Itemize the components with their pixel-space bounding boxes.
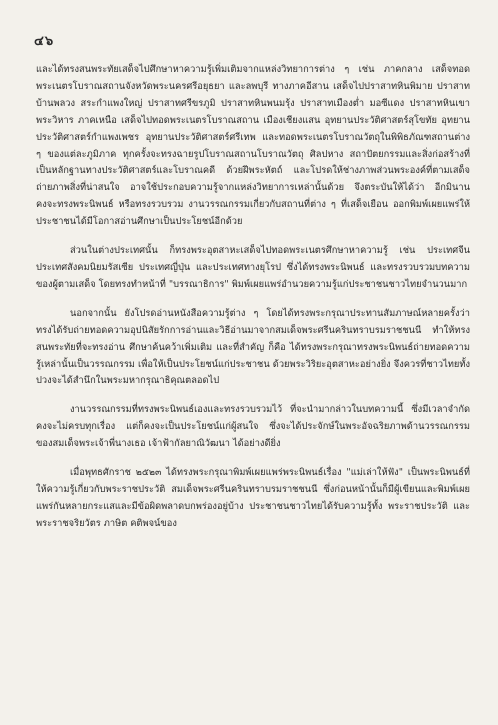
paragraph-5: เมื่อพุทธศักราช ๒๕๒๓ ได้ทรงพระกรุณาพิมพ์เผยแพร่พระนิพนธ์เรื่อง "แม่เล่าให้ฟัง" เป็นพระนิพนธ์ที่ให้ความรู้เกี่ยวกับพระราชประวัติ สมเด็จพระศรีนครินทราบรมราชชนนี ซึ่งก่อนหน้านั้นก็มีผู้เขียนและพิมพ์เผยแพร่กันหลายกระแสและมีข้อผิดพลาดบกพร่องอยู่บ้าง ประชาชนชาวไทยได้รับความรู้ทั้ง พระราชประวัติ และพระราชจริยวัตร ภาษิต คติพจน์ของ — [36, 467, 470, 529]
document-body — [36, 62, 470, 533]
paragraph-4: งานวรรณกรรมที่ทรงพระนิพนธ์เองและทรงรวบรวมไว้ ที่จะนำมากล่าวในบทความนี้ ซึ่งมีเวลาจำกัด คงจะไม่ครบทุกเรื่อง แต่ก็คงจะเป็นประโยชน์แก่ผู้สนใจ ซึ่งจะได้ประจักษ์ในพระอัจฉริยภาพด้านวรรณกรรมของสมเด็จพระเจ้าพี่นางเธอ เจ้าฟ้ากัลยาณิวัฒนา ได้อย่างดียิ่ง — [36, 404, 470, 450]
paragraph-1: และได้ทรงสนพระทัยเสด็จไปศึกษาหาความรู้เพิ่มเติมจากแหล่งวิทยาการต่าง ๆ เช่น ภาคกลาง เสด็จทอดพระเนตรโบราณสถานจังหวัดพระนครศรีอยุธยา และลพบุรี ทางภาคอีสาน เสด็จไปปราสาทหินพิมาย ปราสาทบ้านพลวง สระกำแพงใหญ่ ปราสาทศรีขรภูมิ ปราสาทหินพนมรุ้ง ปราสาทเมืองต่ำ มอซีแดง ปราสาทหินเขาพระวิหาร ภาคเหนือ เสด็จไปทอดพระเนตรโบราณสถาน เมืองเชียงแสน อุทยานประวัติศาสตร์สุโขทัย อุทยานประวัติศาสตร์กำแพงเพชร อุทยานประวัติศาสตร์ศรีเทพ และทอดพระเนตรโบราณวัตถุในพิพิธภัณฑสถานต่าง ๆ ของแต่ละภูมิภาค ทุกครั้งจะทรงฉายรูปโบราณสถานโบราณวัตถุ ศิลปหาง สถาปัตยกรรมและสิ่งก่อสร้างที่เป็นหลักฐานทางประวัติศาสตร์และโบราณคดี ด้วยฝีพระหัตถ์ และโปรดให้ช่างภาพส่วนพระองค์ที่ตามเสด็จ ถ่ายภาพสิ่งที่น่าสนใจ อาจใช้ประกอบความรู้จากแหล่งวิทยาการเหล่านั้นด้วย จึงตระบันให้ได้ว่า อีกมินาน คงจะทรงพระนิพนธ์ หรือทรงรวบรวม งานวรรณกรรมเกี่ยวกับสถานที่ต่าง ๆ ที่เสด็จเยือน ออกพิมพ์เผยแพร่ให้ประชาชนได้มีโอกาสอ่านศึกษาเป็นประโยชน์อีกด้วย — [36, 64, 470, 228]
page-number: ๔๖ — [34, 34, 55, 49]
paragraph-2: ส่วนในต่างประเทศนั้น ก็ทรงพระอุตสาหะเสด็จไปทอดพระเนตรศึกษาหาความรู้ เช่น ประเทศจีน ประเทศสังคมนิยมรัสเซีย ประเทศญี่ปุ่น และประเทศทางยุโรป ซึ่งได้ทรงพระนิพนธ์ และทรงรวบรวมบทความของผู้ตามเสด็จ โดยทรงทำหน้าที่ "บรรณาธิการ" พิมพ์เผยแพร่อำนวยความรู้แก่ประชาชนชาวไทยจำนวนมาก — [36, 245, 470, 290]
paragraph-3: นอกจากนั้น ยังโปรดอ่านหนังสือความรู้ต่าง ๆ โดยได้ทรงพระกรุณาประทานสัมภาษณ์หลายครั้งว่า ทรงได้รับถ่ายทอดความอุปนิสัยรักการอ่านและวิธีอ่านมาจากสมเด็จพระศรีนครินทราบรมราชชนนี ทำให้ทรงสนพระทัยที่จะทรงอ่าน ศึกษาค้นคว้าเพิ่มเติม และที่สำคัญ ก็คือ ได้ทรงพระกรุณาทรงพระนิพนธ์ถ่ายทอดความรู้เหล่านั้นเป็นวรรณกรรม เพื่อให้เป็นประโยชน์แก่ประชาชน ด้วยพระวิริยะอุตสาหะอย่างยิ่ง จึงควรที่ชาวไทยทั้งปวงจะได้สำนึกในพระมหากรุณาธิคุณตลอดไป — [36, 307, 470, 387]
